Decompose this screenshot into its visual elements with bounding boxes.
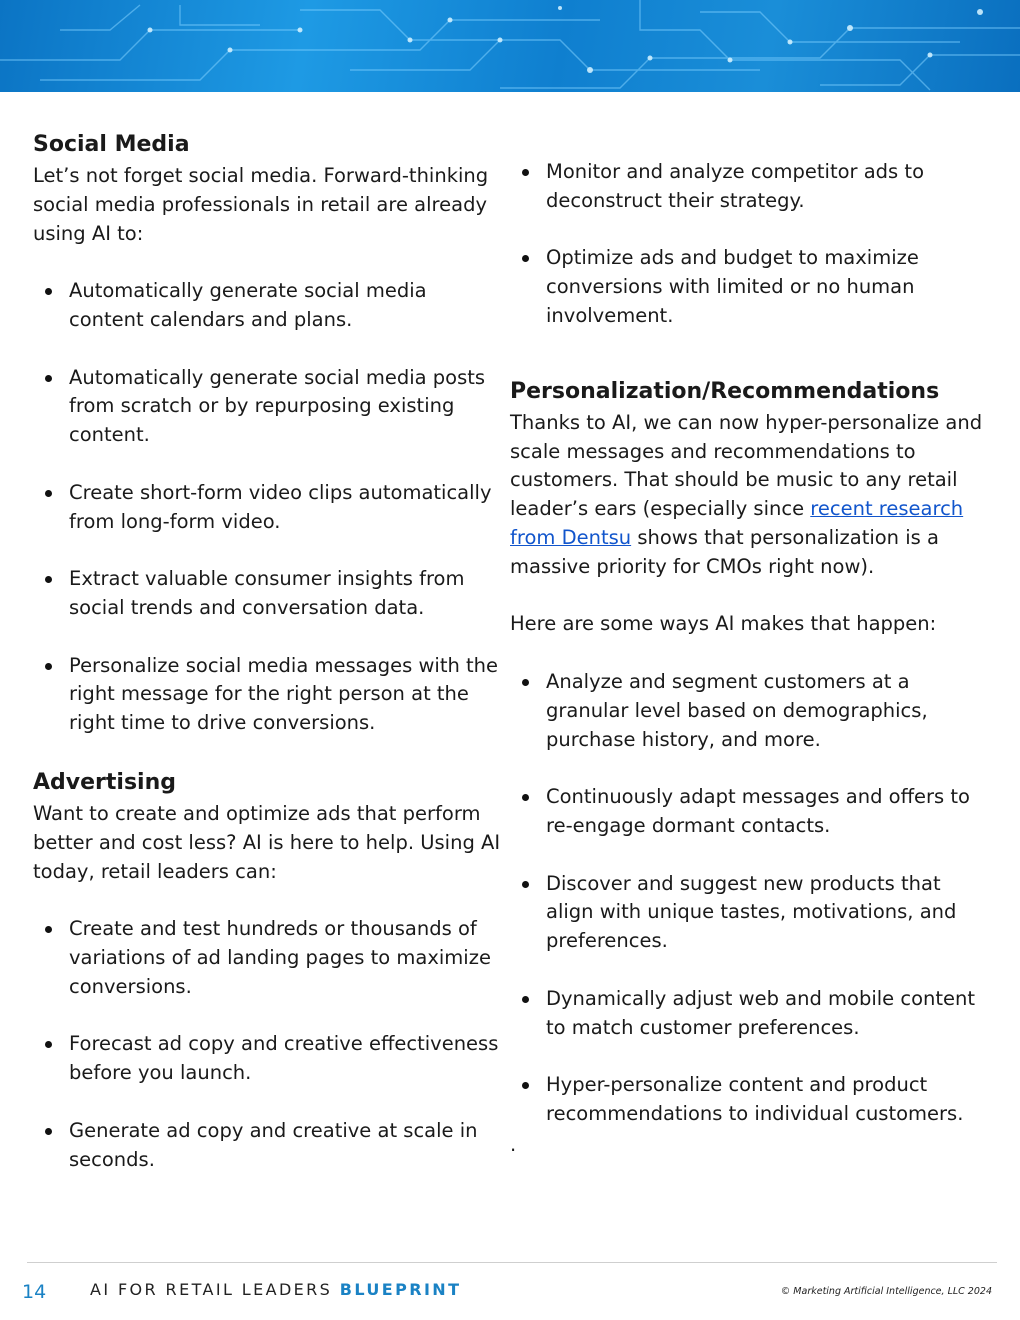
social-media-heading: Social Media <box>33 132 190 157</box>
social-media-section <box>33 128 503 738</box>
list-item: Monitor and analyze competitor ads to deconstruct their strategy. <box>510 158 988 216</box>
page-number: 14 <box>22 1281 47 1303</box>
intro-text-after-link: shows that personalization is a massive priority for CMOs right now). <box>510 525 939 578</box>
copyright-notice: © Marketing Artificial Intelligence, LLC 2024 <box>780 1286 992 1297</box>
advertising-intro: Want to create and optimize ads that perform better and cost less? AI is here to help. Using AI today, retail leaders can: <box>33 801 501 883</box>
list-item: Optimize ads and budget to maximize conversions with limited or no human involvement. <box>510 244 988 330</box>
header-banner <box>0 0 1020 92</box>
footer-title-accent: BLUEPRINT <box>339 1280 462 1299</box>
list-item: Automatically generate social media content calendars and plans. <box>33 277 503 335</box>
list-item: Discover and suggest new products that align with unique tastes, motivations, and preferences. <box>510 870 988 956</box>
advertising-list-continued <box>510 158 988 331</box>
personalization-ways: Here are some ways AI makes that happen: <box>510 612 937 636</box>
footer-divider <box>27 1262 997 1263</box>
right-column <box>510 158 988 1155</box>
list-item: Personalize social media messages with the right message for the right person at the right time to drive conversions. <box>33 652 503 738</box>
trailing-period: . <box>510 1132 517 1156</box>
left-column <box>33 128 503 1174</box>
list-item: Continuously adapt messages and offers to re-engage dormant contacts. <box>510 783 988 841</box>
personalization-section <box>510 375 988 1155</box>
list-item: Automatically generate social media posts from scratch or by repurposing existing content. <box>33 364 503 450</box>
advertising-heading: Advertising <box>33 769 176 795</box>
personalization-heading: Personalization/Recommendations <box>510 378 940 404</box>
list-item: Extract valuable consumer insights from social trends and conversation data. <box>33 565 503 623</box>
list-item: Generate ad copy and creative at scale in seconds. <box>33 1117 503 1175</box>
personalization-list <box>510 668 988 1129</box>
list-item: Analyze and segment customers at a granular level based on demographics, purchase history, and more. <box>510 668 988 754</box>
personalization-intro <box>510 409 988 582</box>
list-item: Forecast ad copy and creative effectiveness before you launch. <box>33 1030 503 1088</box>
footer-title-main: AI FOR RETAIL LEADERS <box>90 1280 333 1299</box>
list-item: Create short-form video clips automatically from long-form video. <box>33 479 503 537</box>
social-media-list <box>33 277 503 738</box>
list-item: Hyper-personalize content and product recommendations to individual customers. <box>510 1071 988 1129</box>
list-item: Dynamically adjust web and mobile content to match customer preferences. <box>510 985 988 1043</box>
list-item: Create and test hundreds or thousands of variations of ad landing pages to maximize conversions. <box>33 915 503 1001</box>
intro-text-before-link: Thanks to AI, we can now hyper-personalize and scale messages and recommendations to customers. That should be music to any retail leader’s ears (especially since <box>510 410 983 521</box>
advertising-list <box>33 915 503 1174</box>
footer-title <box>90 1280 461 1299</box>
dentsu-research-link[interactable]: recent research from Dentsu <box>510 497 964 549</box>
advertising-section <box>33 766 503 1174</box>
circuit-pattern-graphic <box>0 0 1020 92</box>
social-media-intro: Let’s not forget social media. Forward-thinking social media professionals in retail are already using AI to: <box>33 164 489 245</box>
